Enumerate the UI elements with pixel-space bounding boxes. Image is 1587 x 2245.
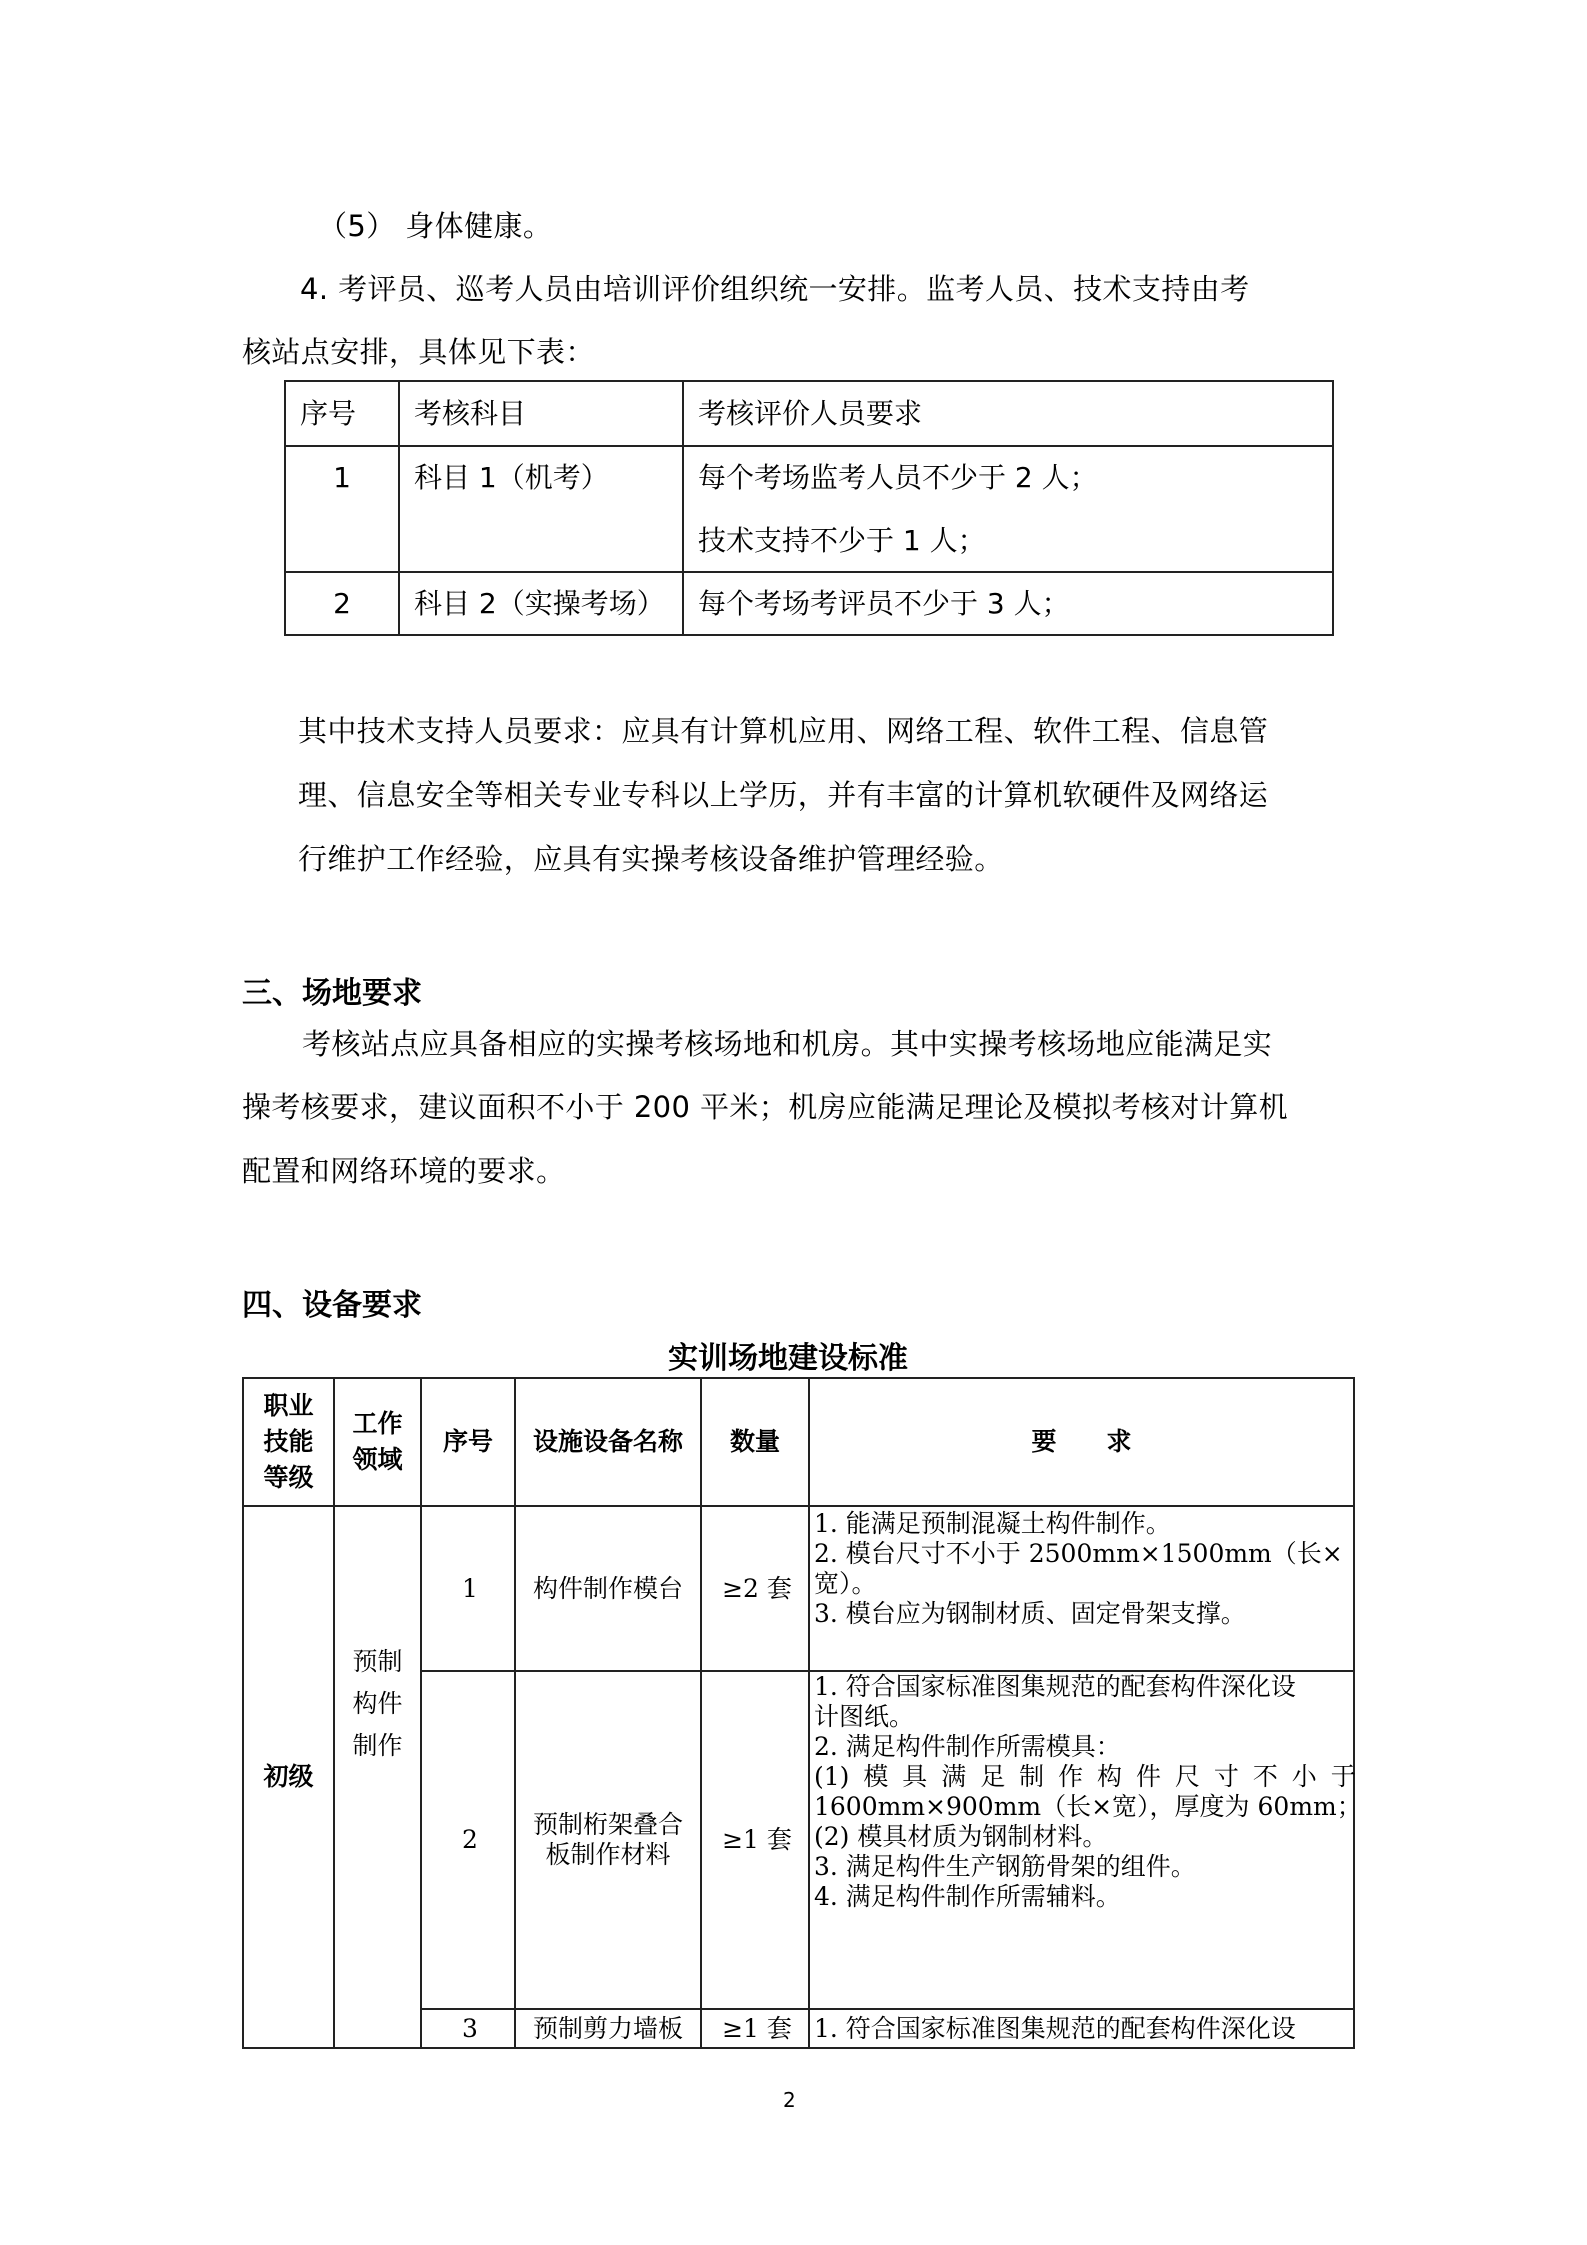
header-name: 设施设备名称	[515, 1378, 701, 1506]
site-line2: 操考核要求，建议面积不小于 200 平米；机房应能满足理论及模拟考核对计算机	[242, 1090, 1288, 1124]
requirement-line: 每个考场监考人员不少于 2 人；	[698, 461, 1098, 494]
row-requirements	[809, 1671, 1362, 2009]
work-area	[334, 1506, 421, 2048]
requirement-line: 3. 满足构件生产钢筋骨架的组件。	[814, 1852, 1196, 1881]
equipment-table	[242, 1377, 1362, 2049]
table-row	[285, 446, 1333, 572]
row-name	[515, 1671, 701, 2009]
row-qty: ≥1 套	[701, 2009, 809, 2048]
row-subject: 科目 1（机考）	[399, 446, 683, 572]
table-header-row	[285, 381, 1333, 446]
row-name-line: 构件制作模台	[532, 1573, 683, 1603]
skill-level: 初级	[243, 1506, 334, 2048]
header-qty: 数量	[701, 1378, 809, 1506]
row-name	[515, 2009, 701, 2048]
row-no: 1	[421, 1506, 515, 1671]
requirement-line: 每个考场考评员不少于 3 人；	[698, 586, 1070, 620]
row-no: 3	[421, 2009, 515, 2048]
work-area-line: 构件	[352, 1689, 403, 1718]
work-area-line: 预制	[352, 1647, 403, 1676]
row-requirements	[683, 446, 1333, 572]
tech-support-line1: 其中技术支持人员要求：应具有计算机应用、网络工程、软件工程、信息管	[298, 714, 1269, 748]
row-subject: 科目 2（实操考场）	[399, 572, 683, 635]
header-subject: 考核科目	[399, 381, 683, 446]
section-heading-equipment: 四、设备要求	[242, 1288, 422, 1323]
table-row	[243, 1506, 1354, 1671]
requirement-line: 技术支持不少于 1 人；	[698, 524, 986, 557]
row-no: 2	[285, 572, 399, 635]
row-name-line: 板制作材料	[545, 1840, 671, 1869]
requirement-line: 1. 能满足预制混凝土构件制作。	[814, 1509, 1171, 1538]
row-qty: ≥2 套	[701, 1506, 809, 1671]
table-row	[285, 572, 1333, 635]
work-area-line: 制作	[352, 1731, 403, 1760]
requirement-line: 1600mm×900mm（长×宽），厚度为 60mm；	[814, 1792, 1362, 1821]
row-name-line: 预制剪力墙板	[532, 2013, 683, 2043]
header-level-line: 职业	[263, 1391, 314, 1420]
row-requirements	[809, 1506, 1354, 1671]
tech-support-line3: 行维护工作经验，应具有实操考核设备维护管理经验。	[298, 842, 1004, 876]
tech-support-line2: 理、信息安全等相关专业专科以上学历，并有丰富的计算机软硬件及网络运	[298, 778, 1269, 812]
list-item-5: （5） 身体健康。	[318, 209, 553, 243]
item4-line2: 核站点安排，具体见下表：	[242, 335, 595, 369]
requirement-line: 宽）。	[814, 1569, 877, 1598]
row-requirements	[683, 572, 1333, 635]
requirement-line: 计图纸。	[814, 1702, 915, 1731]
page-number: 2	[783, 2088, 796, 2112]
header-area	[334, 1378, 421, 1506]
header-area-line: 领域	[352, 1445, 403, 1474]
requirement-line: (1) 模 具 满 足 制 作 构 件 尺 寸 不 小 于	[814, 1762, 1356, 1791]
header-level-line: 技能	[263, 1427, 314, 1456]
table-title: 实训场地建设标准	[668, 1341, 908, 1376]
row-requirements	[809, 2009, 1354, 2048]
row-qty: ≥1 套	[701, 1671, 809, 2009]
staff-requirements-table	[284, 380, 1334, 636]
requirement-line: 2. 模台尺寸不小于 2500mm×1500mm（长×	[814, 1539, 1343, 1568]
header-area-line: 工作	[352, 1409, 403, 1438]
table-header-row	[243, 1378, 1354, 1506]
row-no: 2	[421, 1671, 515, 2009]
row-name-line: 预制桁架叠合	[532, 1810, 683, 1839]
header-requirements: 要 求	[809, 1378, 1354, 1506]
site-line3: 配置和网络环境的要求。	[242, 1154, 566, 1188]
requirement-line: 2. 满足构件制作所需模具：	[814, 1732, 1121, 1761]
requirement-line: 1. 符合国家标准图集规范的配套构件深化设	[814, 2013, 1296, 2043]
row-name	[515, 1506, 701, 1671]
requirement-line: 4. 满足构件制作所需辅料。	[814, 1882, 1121, 1911]
requirement-line: 1. 符合国家标准图集规范的配套构件深化设	[814, 1672, 1296, 1701]
header-level-line: 等级	[263, 1463, 314, 1492]
requirement-line: (2) 模具材质为钢制材料。	[814, 1822, 1108, 1851]
section-heading-site: 三、场地要求	[242, 976, 422, 1011]
item4-line1: 4. 考评员、巡考人员由培训评价组织统一安排。监考人员、技术支持由考	[300, 272, 1250, 306]
header-level	[243, 1378, 334, 1506]
site-line1: 考核站点应具备相应的实操考核场地和机房。其中实操考核场地应能满足实	[302, 1027, 1273, 1061]
header-no: 序号	[421, 1378, 515, 1506]
header-no: 序号	[285, 381, 399, 446]
header-requirements: 考核评价人员要求	[683, 381, 1333, 446]
row-no: 1	[285, 446, 399, 572]
requirement-line: 3. 模台应为钢制材质、固定骨架支撑。	[814, 1599, 1246, 1628]
